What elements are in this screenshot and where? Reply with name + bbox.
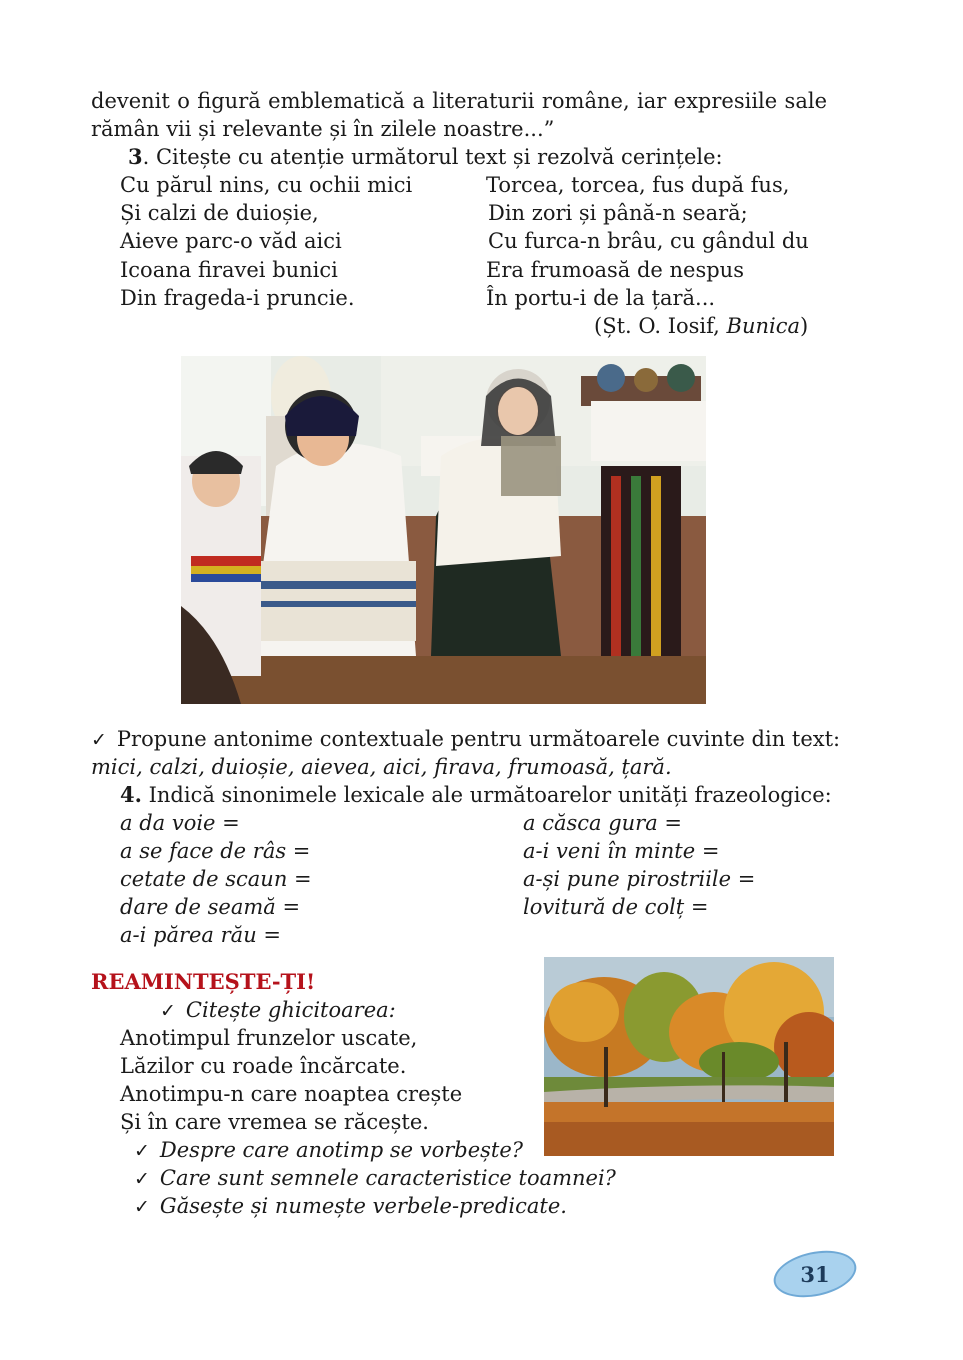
task3-instruction bbox=[128, 143, 723, 171]
poem-left-line-5: Din fragedа-i pruncie. bbox=[120, 286, 355, 310]
phrase-right-1: a căsca gura = bbox=[523, 811, 683, 835]
intro-line-2: rămân vii și relevante și în zilele noastre...” bbox=[91, 117, 555, 141]
question-1-text: Despre care anotimp se vorbește? bbox=[159, 1138, 524, 1162]
page-number: 31 bbox=[800, 1262, 830, 1287]
citation-title: Bunica bbox=[726, 314, 800, 338]
phrase-right-2: a-i veni în minte = bbox=[523, 839, 720, 863]
antonyms-text: Propune antonime contextuale pentru următoarele cuvinte din text: bbox=[116, 727, 841, 751]
task4-instruction bbox=[120, 781, 832, 809]
remember-heading: REAMINTEȘTE-ȚI! bbox=[91, 969, 316, 994]
poem-citation bbox=[594, 312, 808, 340]
photo-autumn-park bbox=[544, 957, 834, 1156]
question-1 bbox=[134, 1136, 523, 1165]
photo-grandmother-spinning bbox=[181, 356, 706, 704]
task3-text: . Citește cu atenție următorul text și rezolvă cerințele: bbox=[142, 145, 723, 169]
phrase-left-1: a da voie = bbox=[120, 811, 240, 835]
antonyms-words: mici, calzi, duioșie, aievea, aici, firava, frumoasă, țară. bbox=[91, 755, 672, 779]
riddle-instruction-text: Citește ghicitoarea: bbox=[185, 998, 396, 1022]
riddle-line-4: Și în care vremea se răcește. bbox=[120, 1110, 429, 1134]
intro-line-1: devenit o figură emblematică a literaturii române, iar expresiile sale bbox=[91, 89, 827, 113]
task4-text: Indică sinonimele lexicale ale următoarelor unități frazeologice: bbox=[141, 783, 832, 807]
phrase-right-3: a-și pune pirostriile = bbox=[523, 867, 756, 891]
phrase-left-2: a se face de râs = bbox=[120, 839, 311, 863]
poem-right-line-5: În portu-i de la țară... bbox=[486, 286, 716, 310]
question-3 bbox=[134, 1192, 567, 1221]
task3-number: 3 bbox=[128, 144, 143, 169]
citation-prefix: (Șt. O. Iosif, bbox=[594, 314, 727, 338]
poem-left-line-2: Și calzi de duioșie, bbox=[120, 201, 319, 225]
question-3-text: Găsește și numește verbele-predicate. bbox=[159, 1194, 567, 1218]
riddle-line-2: Lăzilor cu roade încărcate. bbox=[120, 1054, 407, 1078]
phrase-right-4: lovitură de colț = bbox=[523, 895, 709, 919]
poem-left-line-3: Aieve parc-o văd aici bbox=[120, 229, 342, 253]
antonyms-line-1 bbox=[91, 725, 841, 754]
check-icon: ✓ bbox=[160, 1000, 176, 1022]
task4-number: 4. bbox=[120, 782, 142, 807]
poem-left-line-1: Cu părul nins, cu ochii mici bbox=[120, 173, 413, 197]
check-icon: ✓ bbox=[134, 1196, 150, 1218]
phrase-left-4: dare de seamă = bbox=[120, 895, 301, 919]
poem-left-line-4: Icoana firavei bunici bbox=[120, 258, 338, 282]
check-icon: ✓ bbox=[134, 1140, 150, 1162]
citation-suffix: ) bbox=[800, 314, 809, 338]
question-2 bbox=[134, 1164, 616, 1193]
poem-right-line-2: Din zori și până-n seară; bbox=[488, 201, 748, 225]
check-icon: ✓ bbox=[134, 1168, 150, 1190]
question-2-text: Care sunt semnele caracteristice toamnei? bbox=[159, 1166, 616, 1190]
riddle-instruction bbox=[160, 996, 396, 1025]
riddle-line-3: Anotimpu-n care noaptea crește bbox=[120, 1082, 463, 1106]
phrase-left-3: cetate de scaun = bbox=[120, 867, 312, 891]
poem-right-line-1: Torcea, torcea, fus după fus, bbox=[486, 173, 790, 197]
poem-right-line-4: Era frumoasă de nespus bbox=[486, 258, 744, 282]
poem-right-line-3: Cu furca-n brâu, cu gândul du bbox=[488, 229, 809, 253]
phrase-left-5: a-i părea rău = bbox=[120, 923, 281, 947]
riddle-line-1: Anotimpul frunzelor uscate, bbox=[120, 1026, 418, 1050]
check-icon: ✓ bbox=[91, 729, 107, 751]
